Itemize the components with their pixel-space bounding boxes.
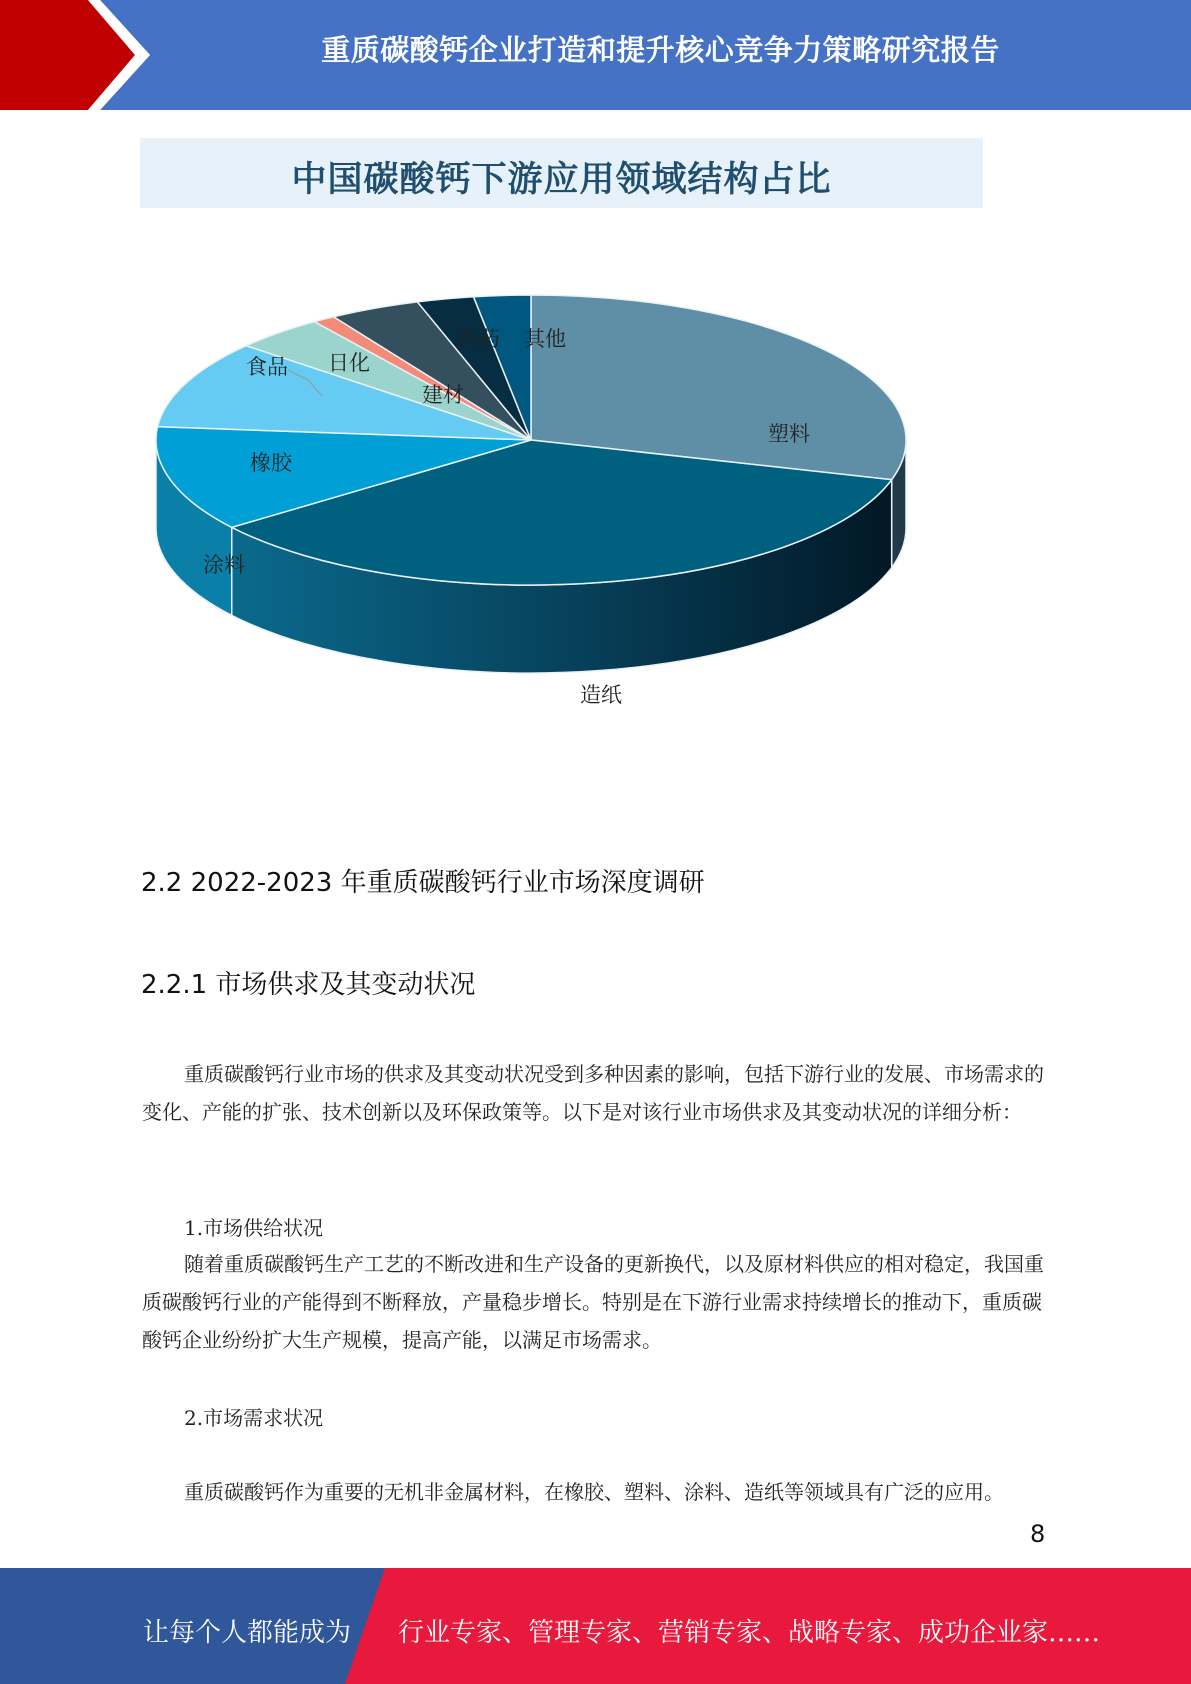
footer-slogan-right: 行业专家、管理专家、营销专家、战略专家、成功企业家……: [398, 1618, 1101, 1648]
pie-label-食品: 食品: [246, 355, 288, 379]
paragraph-supply: 随着重质碳酸钙生产工艺的不断改进和生产设备的更新换代，以及原材料供应的相对稳定，我国重质碳酸钙行业的产能得到不断释放，产量稳步增长。特别是在下游行业需求持续增长的推动下，重质碳酸钙企业纷纷扩大生产规模，提高产能，以满足市场需求。: [142, 1252, 1044, 1352]
pie-chart: [140, 138, 983, 800]
page-number: 8: [1030, 1520, 1046, 1548]
item-heading-supply: 1.市场供给状况: [184, 1216, 324, 1240]
pie-label-建材: 建材: [422, 383, 464, 407]
report-title: 重质碳酸钙企业打造和提升核心竞争力策略研究报告: [321, 33, 1000, 67]
pie-chart-svg: [140, 208, 983, 800]
header-bar: [0, 0, 1191, 110]
footer-bar: [0, 1568, 1191, 1684]
pie-label-涂料: 涂料: [203, 553, 245, 577]
pie-label-其他: 其他: [524, 327, 566, 351]
pie-label-橡胶: 橡胶: [250, 451, 292, 475]
section-heading: 2.2 2022-2023 年重质碳酸钙行业市场深度调研: [141, 868, 705, 898]
item-heading-demand: 2.市场需求状况: [184, 1406, 324, 1430]
subsection-heading: 2.2.1 市场供求及其变动状况: [141, 970, 476, 1000]
pie-label-造纸: 造纸: [580, 683, 622, 707]
pie-label-医药: 医药: [458, 327, 500, 351]
pie-label-日化: 日化: [328, 351, 370, 375]
footer-slogan-left: 让每个人都能成为: [143, 1618, 352, 1648]
paragraph-intro: 重质碳酸钙行业市场的供求及其变动状况受到多种因素的影响，包括下游行业的发展、市场需求的变化、产能的扩张、技术创新以及环保政策等。以下是对该行业市场供求及其变动状况的详细分析：: [142, 1062, 1044, 1124]
chart-title: 中国碳酸钙下游应用领域结构占比: [291, 160, 832, 200]
pie-label-塑料: 塑料: [768, 422, 810, 446]
header-arrow-decoration: [0, 0, 160, 110]
paragraph-demand: 重质碳酸钙作为重要的无机非金属材料，在橡胶、塑料、涂料、造纸等领域具有广泛的应用。: [184, 1480, 1004, 1504]
